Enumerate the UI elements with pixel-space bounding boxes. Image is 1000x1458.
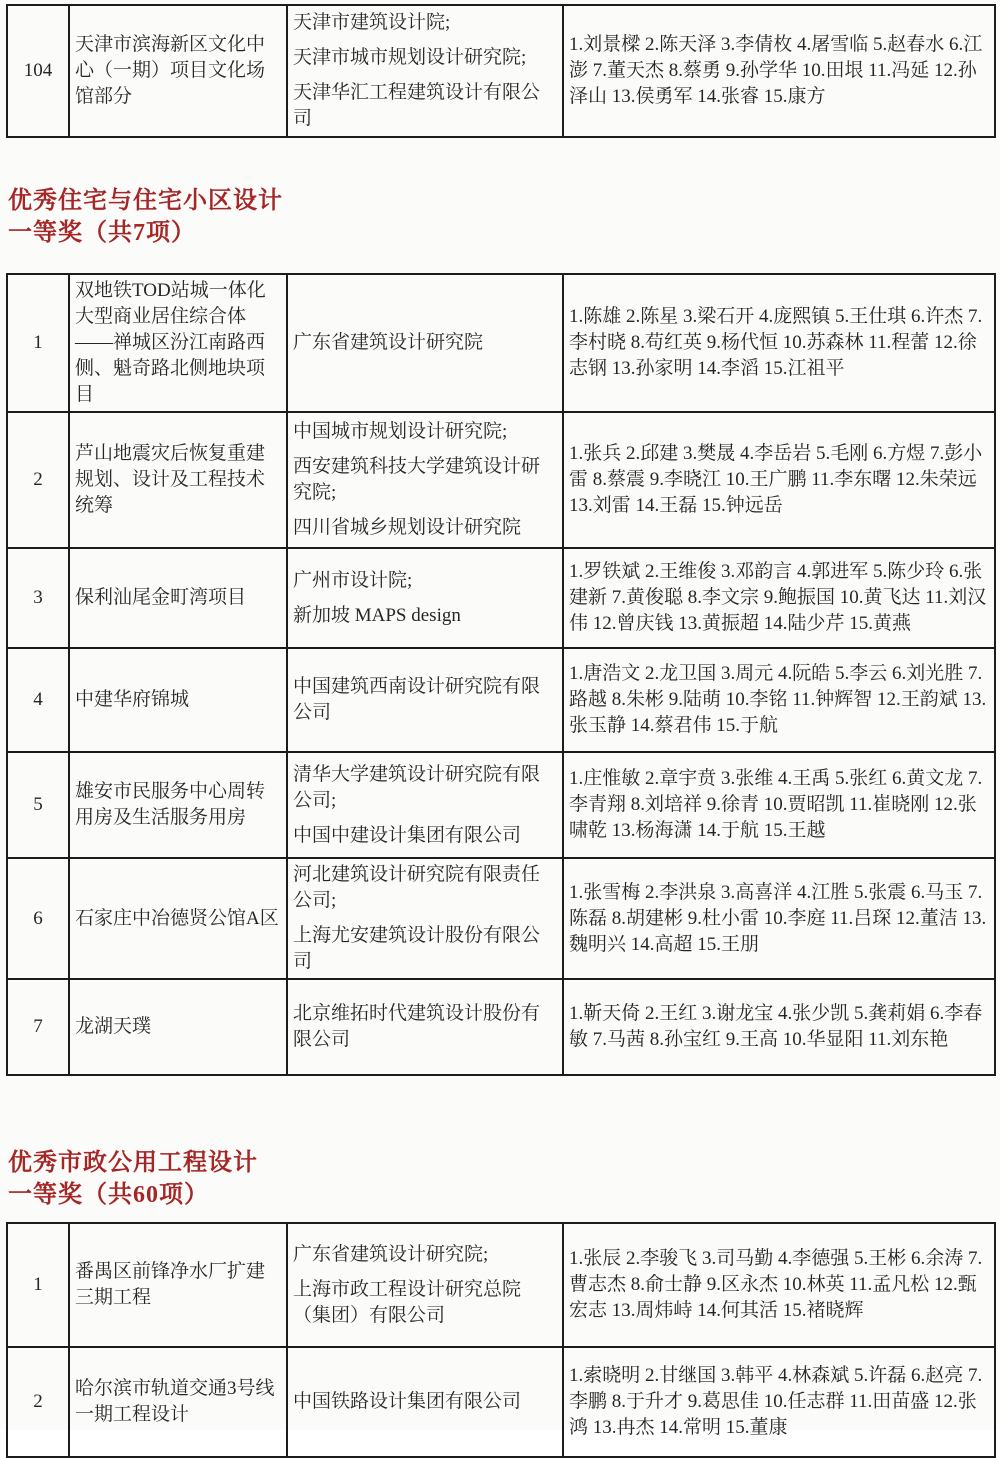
table-row	[7, 1223, 995, 1347]
institutes-cell	[287, 1347, 563, 1457]
institute-name: 清华大学建筑设计研究院有限公司;	[293, 763, 541, 811]
institute-name: 上海尤安建筑设计股份有限公司	[293, 925, 541, 972]
row-number-cell: 1	[7, 274, 69, 412]
row-number-cell: 2	[7, 412, 69, 548]
institutes-cell	[287, 752, 563, 858]
section-gap	[6, 1211, 994, 1222]
section-title: 优秀住宅与住宅小区设计	[8, 188, 283, 214]
table-row	[7, 858, 995, 979]
names-cell: 1.唐浩文 2.龙卫国 3.周元 4.阮皓 5.李云 6.刘光胜 7.路越 8.朱彬 9.陆萌 10.李铭 11.钟辉智 12.王韵斌 13.张玉静 14.蔡君伟 15.于航	[563, 648, 995, 752]
row-number-cell: 5	[7, 752, 69, 858]
names-cell: 1.刘景樑 2.陈天泽 3.李倩枚 4.屠雪临 5.赵春水 6.江澎 7.董天杰 8.蔡勇 9.孙学华 10.田垠 11.冯延 12.孙泽山 13.侯勇军 14.张睿 15.康方	[563, 5, 995, 137]
institutes-cell	[287, 858, 563, 979]
table-row	[7, 1347, 995, 1457]
institute-name: 广东省建筑设计研究院	[293, 332, 484, 353]
names-cell: 1.靳天倚 2.王红 3.谢龙宝 4.张少凯 5.龚莉娟 6.李春敏 7.马茜 8.孙宝红 9.王高 10.华显阳 11.刘东艳	[563, 979, 995, 1075]
institute-name: 中国城市规划设计研究院;	[293, 421, 508, 442]
institute-name: 四川省城乡规划设计研究院	[293, 517, 522, 538]
institute-name: 天津市建筑设计院;	[293, 12, 451, 33]
institute-name: 天津市城市规划设计研究院;	[293, 47, 527, 68]
names-cell: 1.张兵 2.邱建 3.樊晟 4.李岳岩 5.毛刚 6.方煜 7.彭小雷 8.蔡震 9.李晓江 10.王广鹏 11.李东曙 12.朱荣远 13.刘雷 14.王磊 15.钟远岳	[563, 412, 995, 548]
institute-name: 北京维拓时代建筑设计股份有限公司	[293, 1003, 541, 1050]
institutes-cell	[287, 274, 563, 412]
section-gap	[6, 1076, 994, 1148]
project-cell: 石家庄中冶德贤公馆A区	[69, 858, 287, 979]
institute-name: 广州市设计院;	[293, 569, 413, 591]
section-heading-municipal	[8, 1148, 994, 1211]
project-cell: 天津市滨海新区文化中心（一期）项目文化场馆部分	[69, 5, 287, 137]
table-row	[7, 548, 995, 648]
section-subtitle: 一等奖（共7项）	[8, 220, 196, 246]
row-number-cell: 7	[7, 979, 69, 1075]
section-title: 优秀市政公用工程设计	[8, 1150, 258, 1176]
row-number-cell: 6	[7, 858, 69, 979]
names-cell: 1.张雪梅 2.李洪泉 3.高喜洋 4.江胜 5.张震 6.马玉 7.陈磊 8.胡建彬 9.杜小雷 10.李庭 11.吕琛 12.董洁 13.魏明兴 14.高超 15.王朋	[563, 858, 995, 979]
institutes-cell	[287, 412, 563, 548]
row-number-cell: 104	[7, 5, 69, 137]
names-cell: 1.陈雄 2.陈星 3.梁石开 4.庞熙镇 5.王仕琪 6.许杰 7.李村晓 8.苟红英 9.杨代恒 10.苏森林 11.程蕾 12.徐志钢 13.孙家明 14.李滔 15.江祖平	[563, 274, 995, 412]
section-heading-residential	[8, 186, 994, 249]
institutes-cell	[287, 5, 563, 137]
awards-table-top	[6, 4, 996, 138]
row-number-cell: 3	[7, 548, 69, 648]
project-cell: 双地铁TOD站城一体化大型商业居住综合体——禅城区汾江南路西侧、魁奇路北侧地块项目	[69, 274, 287, 412]
table-row	[7, 648, 995, 752]
table-row	[7, 5, 995, 137]
institutes-cell	[287, 648, 563, 752]
institute-name: 中国铁路设计集团有限公司	[293, 1391, 522, 1412]
table-row	[7, 979, 995, 1075]
institute-name: 中国中建设计集团有限公司	[293, 824, 522, 846]
institute-name: 上海市政工程设计研究总院（集团）有限公司	[293, 1278, 522, 1326]
institutes-cell	[287, 979, 563, 1075]
project-cell: 中建华府锦城	[69, 648, 287, 752]
institute-name: 天津华汇工程建筑设计有限公司	[293, 82, 541, 129]
institutes-cell	[287, 548, 563, 648]
project-cell: 雄安市民服务中心周转用房及生活服务用房	[69, 752, 287, 858]
project-cell: 保利汕尾金町湾项目	[69, 548, 287, 648]
row-number-cell: 2	[7, 1347, 69, 1457]
project-cell: 番禺区前锋净水厂扩建三期工程	[69, 1223, 287, 1347]
row-number-cell: 4	[7, 648, 69, 752]
project-cell: 龙湖天璞	[69, 979, 287, 1075]
institute-name: 新加坡 MAPS design	[293, 604, 461, 626]
section-subtitle: 一等奖（共60项）	[8, 1182, 209, 1208]
section-gap	[6, 138, 994, 186]
table-row	[7, 752, 995, 858]
project-cell: 哈尔滨市轨道交通3号线一期工程设计	[69, 1347, 287, 1457]
table-row	[7, 274, 995, 412]
awards-table-municipal	[6, 1222, 996, 1458]
names-cell: 1.罗铁斌 2.王维俊 3.邓韵言 4.郭进军 5.陈少玲 6.张建新 7.黄俊聪 8.李文宗 9.鲍振国 10.黄飞达 11.刘汉伟 12.曾庆钱 13.黄振超 14.陆少芹 15.黄燕	[563, 548, 995, 648]
institute-name: 河北建筑设计研究院有限责任公司;	[293, 864, 541, 911]
names-cell: 1.张辰 2.李骏飞 3.司马勤 4.李德强 5.王彬 6.余涛 7.曹志杰 8.俞士静 9.区永杰 10.林英 11.孟凡松 12.甄宏志 13.周炜峙 14.何其活 15.褚晓辉	[563, 1223, 995, 1347]
institute-name: 中国建筑西南设计研究院有限公司	[293, 676, 541, 723]
project-cell: 芦山地震灾后恢复重建规划、设计及工程技术统筹	[69, 412, 287, 548]
section-gap	[6, 249, 994, 273]
row-number-cell: 1	[7, 1223, 69, 1347]
names-cell: 1.索晓明 2.甘继国 3.韩平 4.林森斌 5.许磊 6.赵亮 7.李鹏 8.于升才 9.葛思佳 10.任志群 11.田苗盛 12.张鸿 13.冉杰 14.常明 15.董康	[563, 1347, 995, 1457]
table-row	[7, 412, 995, 548]
institute-name: 广东省建筑设计研究院;	[293, 1243, 489, 1265]
institute-name: 西安建筑科技大学建筑设计研究院;	[293, 456, 541, 503]
awards-table-residential	[6, 273, 996, 1076]
names-cell: 1.庄惟敏 2.章宇贲 3.张维 4.王禹 5.张红 6.黄文龙 7.李青翔 8.刘培祥 9.徐青 10.贾昭凯 11.崔晓刚 12.张啸乾 13.杨海潇 14.于航 15.王越	[563, 752, 995, 858]
institutes-cell	[287, 1223, 563, 1347]
